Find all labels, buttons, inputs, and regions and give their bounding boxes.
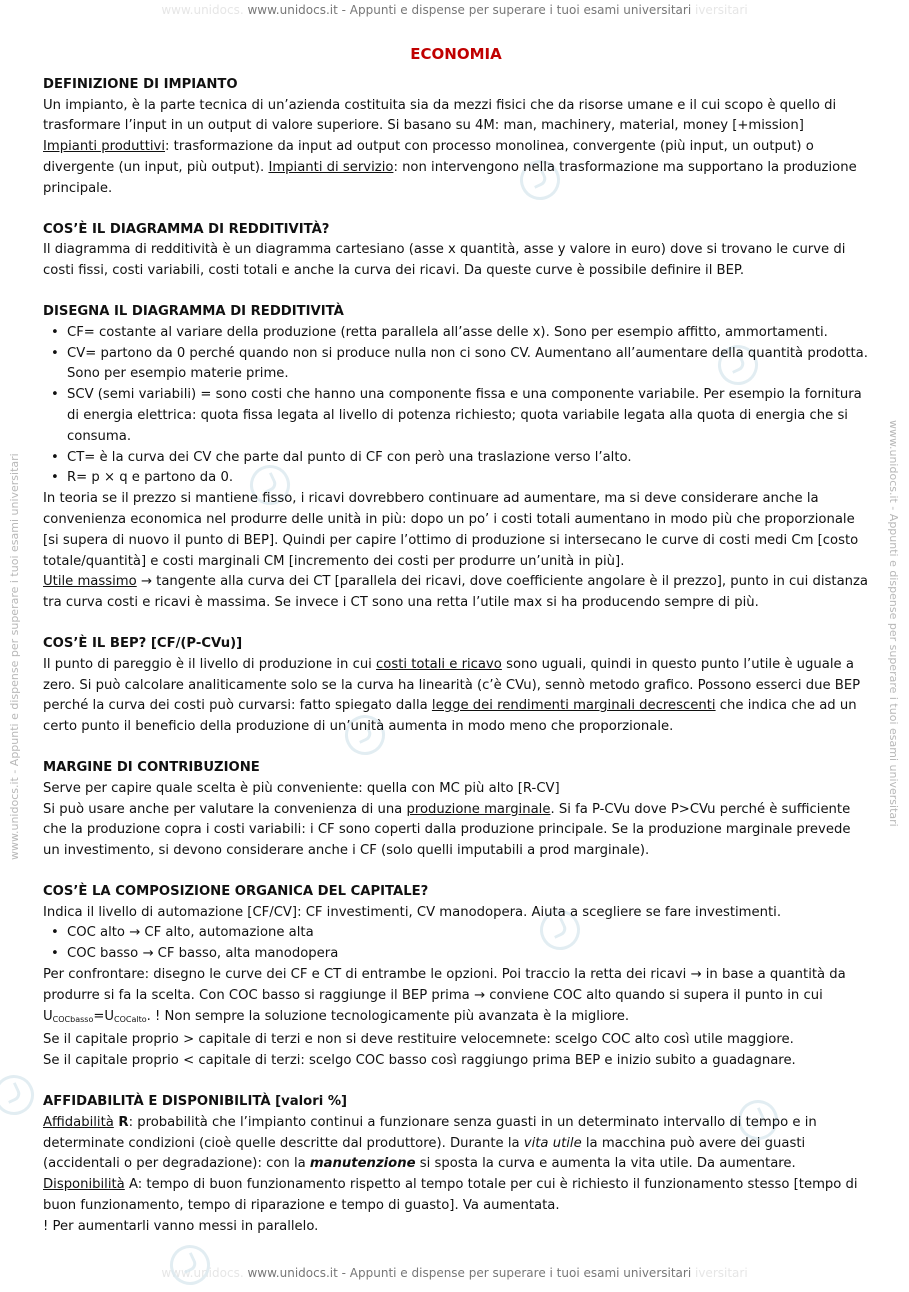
paragraph-utile-massimo [43,572,869,614]
paragraph-bep [43,655,869,738]
unidocs-logo-icon [163,1238,216,1291]
watermark-side-right: www.unidocs.it - Appunti e dispense per superare i tuoi esami universitari [887,420,900,827]
paragraph-parallelo-note: ! Per aumentarli vanno messi in parallelo. [43,1218,319,1234]
subscript-coc-alto: COCalto [114,1014,147,1024]
term-disponibilita: Disponibilità [43,1177,125,1193]
term-utile-massimo: Utile massimo [43,574,137,590]
term-produzione-marginale: produzione marginale [406,801,551,817]
paragraph-coc-2 [43,965,869,1030]
section-heading-coc: COS’È LA COMPOSIZIONE ORGANICA DEL CAPITALE? [43,883,429,899]
paragraph-coc-1: Indica il livello di automazione [CF/CV]: CF investimenti, CV manodopera. Aiuta a scegliere se fare investimenti. [43,904,782,920]
paragraph-disponibilita [43,1175,869,1217]
watermark-header [0,3,909,17]
text-coc-eq: =U [93,1008,115,1024]
watermark-ghost-right: iversitari [695,3,748,17]
paragraph-coc-4: Se il capitale proprio < capitale di terzi: scelgo COC basso così raggiungo prima BEP e inizio subito a guadagnare. [43,1053,796,1069]
text-utile-massimo: → tangente alla curva dei CT [parallela dei ricavi, dove coefficiente angolare è il prezzo], punto in cui distanza tra curva costi e ricavi è massima. Se invece i CT sono una retta l’utile max si ha producendo sempre di più. [43,574,869,611]
paragraph-coc-3: Se il capitale proprio > capitale di terzi e non si deve restituire velocemnete: scelgo COC alto così utile maggiore. [43,1032,794,1048]
paragraph-impianto-definition: Un impianto, è la parte tecnica di un’azienda costituita sia da mezzi fisici che da risorse umane e il cui scopo è quello di trasformare l’input in un output di valore superiore. Si basano su 4M: man, machinery, material, money [+mission] [43,97,837,134]
list-item: • COC basso → CF basso, alta manodopera [67,944,869,965]
paragraph-margine-2 [43,800,869,862]
term-legge-rendimenti: legge dei rendimenti marginali decrescenti [431,698,716,714]
section-heading-bep: COS’È IL BEP? [CF/(P-CVu)] [43,635,243,651]
paragraph-diagramma: Il diagramma di redditività è un diagramma cartesiano (asse x quantità, asse y valore in euro) dove si trovano le curve di costi fissi, costi variabili, costi totali e anche la curva dei ricavi. Da queste curve è possibile definire il BEP. [43,242,846,279]
unidocs-logo-icon [0,1068,41,1121]
text-margine-1: Si può usare anche per valutare la convenienza di una [43,801,407,817]
text-margine-2: . Si fa P-CVu dove P>CVu perché è sufficiente che la produzione copra i costi variabili: i CF sono coperti dalla produzione principale. Se la produzione marginale prevede un investimento, si devono considerare anche i CF (solo quelli imputabili a prod marginale). [43,801,851,859]
watermark-footer-text: www.unidocs.it - Appunti e dispense per superare i tuoi esami universitari [247,1266,692,1280]
document-body [43,44,869,1238]
section-heading-diagramma: COS’È IL DIAGRAMMA DI REDDITIVITÀ? [43,221,330,237]
text-bep-1: Il punto di pareggio è il livello di produzione in cui [43,656,377,672]
term-impianti-servizio: Impianti di servizio [268,159,394,175]
term-affidabilita: Affidabilità [43,1114,114,1130]
list-item: • SCV (semi variabili) = sono costi che hanno una componente fissa e una componente variabile. Per esempio la fornitura di energia elettrica: quota fissa legata al livello di potenza richiesto; quota variabile legata alla quota di energia che si consuma. [67,385,869,447]
list-item: • COC alto → CF alto, automazione alta [67,923,869,944]
text-bep-2: sono uguali, quindi in questo punto l’utile è uguale a zero. Si può calcolare analiticamente solo se la curva ha linearità (c’è CVu), sennò metodo grafico. Possono esserci due BEP perché la curva dei costi può curvarsi: fatto spiegato dalla [43,656,861,714]
watermark-ghost-right: iversitari [695,1266,748,1280]
watermark-ghost-left: www.unidocs. [161,1266,244,1280]
document-title: ECONOMIA [410,45,502,63]
text-impianti-produttivi: : trasformazione da input ad output con processo monolinea, convergente (più input, un output) o divergente (un input, più output). [43,139,814,175]
list-item: • CV= partono da 0 perché quando non si produce nulla non ci sono CV. Aumentano all’aumentare della quantità prodotta. Sono per esempio materie prime. [67,344,869,386]
text-disponibilita: A: tempo di buon funzionamento rispetto al tempo totale per cui è richiesto il funzionamento stesso [tempo di buon funzionamento, tempo di riparazione e tempo di guasto]. Va aumentata. [43,1177,858,1214]
paragraph-impianti-types [43,137,869,199]
text-coc-2a: Per confrontare: disegno le curve dei CF e CT di entrambe le opzioni. Poi traccio la retta dei ricavi → in base a quantità da produrre si fa la scelta. Con COC basso si raggiunge il BEP prima → conviene COC alto quando si supera il punto in cui U [43,967,846,1024]
text-aff-3: si sposta la curva e aumenta la vita utile. Da aumentare. [415,1156,796,1172]
bullet-list-costi [43,323,869,489]
watermark-header-text: www.unidocs.it - Appunti e dispense per superare i tuoi esami universitari [247,3,692,17]
list-item: • R= p × q e partono da 0. [67,468,869,489]
section-heading-affidabilita: AFFIDABILITÀ E DISPONIBILITÀ [valori %] [43,1094,348,1110]
text-bep-3: che indica che ad un certo punto il beneficio della produzione di un’unità aumenta in modo meno che proporzionale. [43,698,857,735]
watermark-side-left: www.unidocs.it - Appunti e dispense per superare i tuoi esami universitari [8,453,21,860]
paragraph-margine-1: Serve per capire quale scelta è più conveniente: quella con MC più alto [R-CV] [43,780,560,796]
term-costi-totali-ricavo: costi totali e ricavo [376,656,502,672]
section-heading-margine: MARGINE DI CONTRIBUZIONE [43,759,260,775]
term-impianti-produttivi: Impianti produttivi [43,139,166,155]
text-aff-1: : probabilità che l’impianto continui a funzionare senza guasti in un determinato intervallo di tempo e in determinate condizioni (cioè quelle descritte dal produttore). Durante la [43,1114,817,1151]
list-item: • CT= è la curva dei CV che parte dal punto di CF con però una traslazione verso l’alto. [67,448,869,469]
subscript-coc-basso: COCbasso [52,1014,94,1024]
watermark-footer [0,1266,909,1280]
text-impianti-servizio: : non intervengono nella trasformazione ma supportano la produzione principale. [43,159,857,196]
list-item: • CF= costante al variare della produzione (retta parallela all’asse delle x). Sono per esempio affitto, ammortamenti. [67,323,869,344]
section-heading-impianto: DEFINIZIONE DI IMPIANTO [43,76,238,92]
section-heading-disegna: DISEGNA IL DIAGRAMMA DI REDDITIVITÀ [43,303,344,319]
text-aff-2: la macchina può avere dei guasti (accidentali o per degradazione): con la [43,1135,806,1172]
term-vita-utile: vita utile [523,1135,582,1151]
term-manutenzione: manutenzione [309,1156,416,1172]
paragraph-affidabilita [43,1113,869,1175]
paragraph-teoria-prezzo: In teoria se il prezzo si mantiene fisso, i ricavi dovrebbero continuare ad aumentare, ma si deve considerare anche la convenienza economica nel produrre delle unità in più: dopo un po’ i costi totali aumentano in modo più che proporzionale [si supera di nuovo il punto di BEP]. Quindi per capire l’ottimo di produzione si intersecano le curve di costi medi Cm [costo totale/quantità] e costi marginali CM [incremento dei costi per produrre un’unità in più]. [43,491,859,569]
text-coc-2b: . ! Non sempre la soluzione tecnologicamente più avanzata è la migliore. [146,1008,630,1024]
symbol-r: R [113,1114,129,1130]
watermark-ghost-left: www.unidocs. [161,3,244,17]
bullet-list-coc [43,923,869,965]
